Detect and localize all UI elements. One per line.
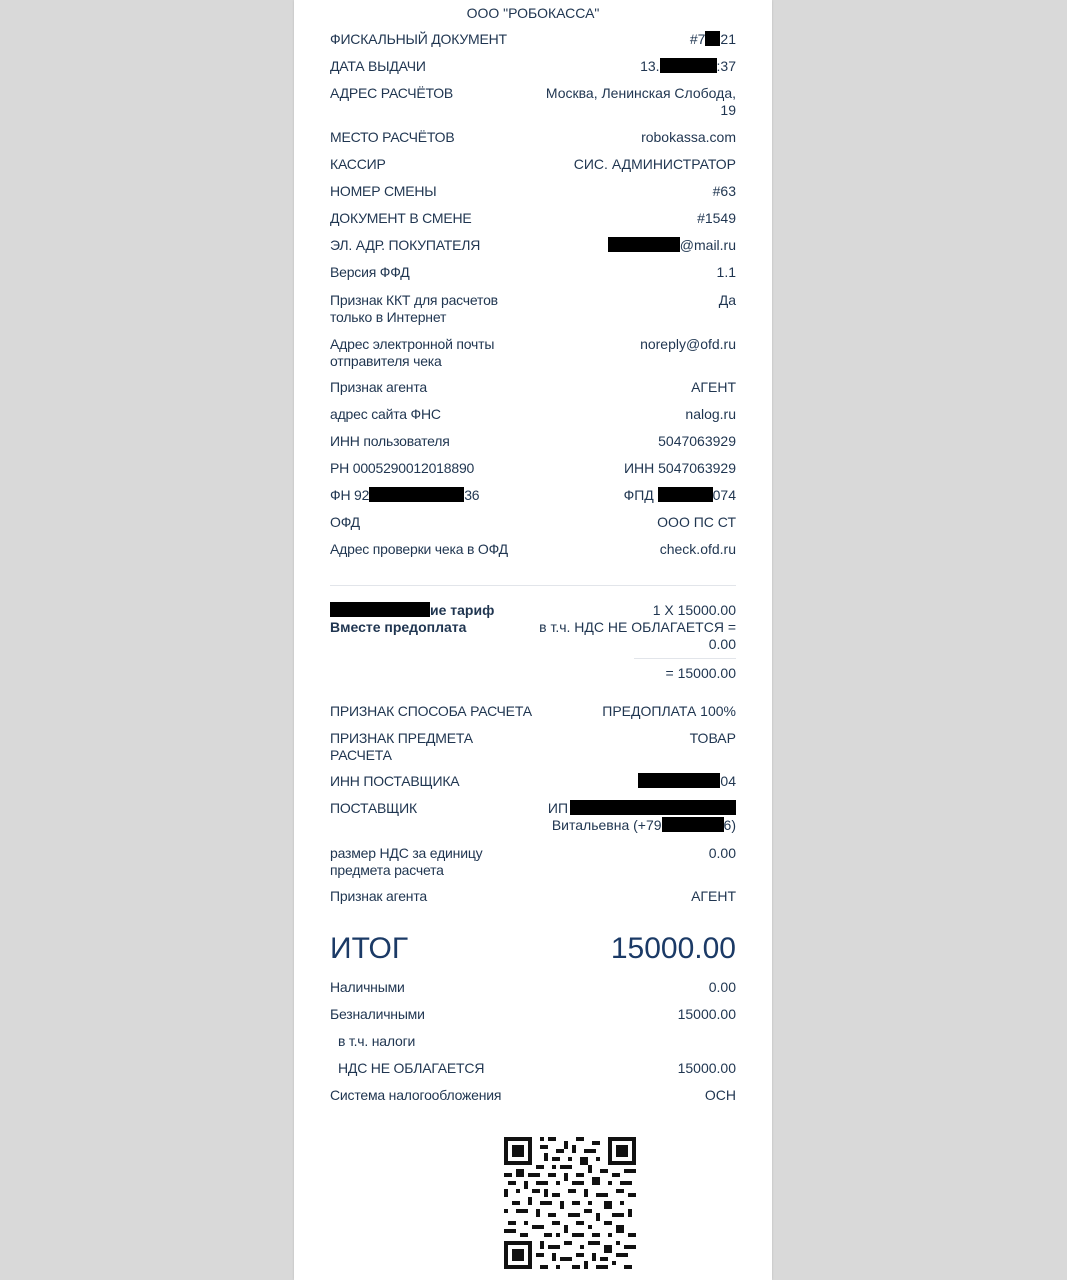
subject-value: ТОВАР: [689, 730, 736, 746]
row-ofd: [330, 514, 736, 531]
issue-date-prefix: 13.: [640, 58, 660, 74]
supplier-inn-label: ИНН ПОСТАВЩИКА: [330, 773, 460, 789]
row-doc-in-shift: [330, 210, 736, 227]
row-issue-date: [330, 58, 736, 75]
agent-label: Признак агента: [330, 379, 427, 395]
redaction-block: [662, 817, 724, 832]
fiscal-document-suffix: 21: [720, 31, 736, 47]
tax-system-value: ОСН: [704, 1087, 736, 1103]
place-label: МЕСТО РАСЧЁТОВ: [330, 129, 455, 145]
cashier-label: КАССИР: [330, 156, 386, 172]
shift-label: НОМЕР СМЕНЫ: [330, 183, 437, 199]
row-fiscal-document: [330, 31, 736, 48]
buyer-email-value: [608, 237, 736, 254]
cash-value: 0.00: [708, 979, 736, 995]
agent-label: Признак агента: [330, 888, 427, 904]
row-place: [330, 129, 736, 146]
supplier-prefix: ИП: [547, 800, 568, 816]
issue-date-value: [640, 58, 736, 75]
row-shift: [330, 183, 736, 200]
row-address: [330, 85, 736, 119]
redaction-block: [570, 800, 736, 815]
agent-value: АГЕНТ: [691, 379, 736, 395]
buyer-email-label: ЭЛ. АДР. ПОКУПАТЕЛЯ: [330, 237, 481, 253]
supplier-phone-suffix: 6): [723, 817, 736, 833]
vat-free-value: 15000.00: [677, 1060, 736, 1076]
supplier-inn-value: [638, 773, 736, 790]
payment-method-label: ПРИЗНАК СПОСОБА РАСЧЕТА: [330, 703, 532, 719]
vat-unit-value: 0.00: [708, 845, 736, 861]
row-payment-method: [330, 703, 736, 720]
fiscal-document-label: ФИСКАЛЬНЫЙ ДОКУМЕНТ: [330, 31, 507, 47]
ffd-label: Версия ФФД: [330, 264, 410, 280]
row-sender-email: [330, 336, 736, 370]
item-name-suffix: ие тариф: [430, 602, 495, 618]
user-inn-value: 5047063929: [658, 433, 736, 449]
receipt-paper: [294, 0, 772, 1280]
rn-label: РН 0005290012018890: [330, 460, 475, 476]
total-row: [330, 931, 736, 967]
row-cashless: [330, 1006, 736, 1023]
buyer-email-domain: @mail.ru: [679, 237, 736, 253]
row-supplier: [330, 800, 736, 834]
redaction-block: [330, 602, 430, 617]
doc-in-shift-value: #1549: [697, 210, 736, 226]
row-ofd-check: [330, 541, 736, 558]
item-name-line1: [330, 602, 540, 619]
total-label: ИТОГ: [330, 932, 409, 965]
row-ffd: [330, 264, 736, 281]
shift-value: #63: [712, 183, 736, 199]
issue-date-suffix: :37: [716, 58, 736, 74]
redaction-block: [369, 487, 464, 502]
row-agent-2: [330, 888, 736, 905]
item-qty-price: 1 X 15000.00: [652, 602, 736, 618]
row-rn: [330, 460, 736, 477]
place-value: robokassa.com: [641, 129, 736, 145]
doc-in-shift-label: ДОКУМЕНТ В СМЕНЕ: [330, 210, 472, 226]
row-tax-system: [330, 1087, 736, 1104]
fpd-value: [624, 487, 736, 504]
supplier-phone-prefix: Витальевна (+79: [551, 817, 662, 833]
supplier-inn-suffix: 04: [720, 773, 736, 789]
subject-label: ПРИЗНАК ПРЕДМЕТА РАСЧЕТА: [330, 730, 473, 763]
supplier-line2: [548, 817, 736, 834]
fns-site-value: nalog.ru: [685, 406, 736, 422]
row-fns-site: [330, 406, 736, 423]
address-value: Москва, Ленинская Слобода, 19: [545, 85, 736, 118]
agent-value: АГЕНТ: [691, 888, 736, 904]
total-value: 15000.00: [610, 932, 736, 965]
tax-system-label: Система налогообложения: [330, 1087, 502, 1103]
item-name-line2: Вместе предоплата: [330, 619, 467, 635]
fpd-suffix: 074: [712, 487, 736, 503]
item-pricing: [536, 602, 736, 653]
row-user-inn: [330, 433, 736, 450]
fpd-prefix: ФПД: [623, 487, 658, 503]
fns-site-label: адрес сайта ФНС: [330, 406, 441, 422]
redaction-block: [638, 773, 720, 788]
ffd-value: 1.1: [716, 264, 736, 280]
row-supplier-inn: [330, 773, 736, 790]
sender-email-label: Адрес электронной почты отправителя чека: [330, 336, 495, 369]
issue-date-label: ДАТА ВЫДАЧИ: [330, 58, 426, 74]
item-vat-line: в т.ч. НДС НЕ ОБЛАГАЕТСЯ =: [539, 619, 736, 635]
cashier-value: СИС. АДМИНИСТРАТОР: [573, 156, 736, 172]
row-kkt-internet: [330, 292, 736, 326]
row-vat-unit: [330, 845, 736, 879]
redaction-block: [705, 31, 720, 46]
row-subject: [330, 730, 736, 764]
user-inn-label: ИНН пользователя: [330, 433, 450, 449]
kkt-internet-value: Да: [718, 292, 736, 308]
fiscal-document-value: [690, 31, 736, 48]
supplier-line1: [548, 800, 736, 817]
cashless-value: 15000.00: [677, 1006, 736, 1022]
ofd-check-value: check.ofd.ru: [659, 541, 736, 557]
fiscal-document-prefix: #7: [689, 31, 706, 47]
item-sum-divider: [634, 658, 736, 659]
row-agent-1: [330, 379, 736, 396]
row-fn: [330, 487, 736, 504]
company-name: ООО "РОБОКАССА": [466, 5, 600, 21]
redaction-block: [660, 58, 717, 73]
fn-suffix: 36: [464, 487, 480, 503]
redaction-block: [608, 237, 680, 252]
row-cashier: [330, 156, 736, 173]
supplier-value: [548, 800, 736, 834]
item-name: [330, 602, 540, 636]
qr-code-icon: [504, 1137, 636, 1269]
cash-label: Наличными: [330, 979, 405, 995]
vat-free-label: НДС НЕ ОБЛАГАЕТСЯ: [338, 1060, 485, 1076]
row-taxes: [330, 1033, 736, 1050]
ofd-value: ООО ПС СТ: [657, 514, 736, 530]
redaction-block: [658, 487, 713, 502]
vat-unit-label: размер НДС за единицу предмета расчета: [330, 845, 483, 878]
row-vat-free: [330, 1060, 736, 1077]
payment-method-value: ПРЕДОПЛАТА 100%: [602, 703, 736, 719]
taxes-label: в т.ч. налоги: [338, 1033, 416, 1049]
section-divider: [330, 585, 736, 586]
sender-email-value: noreply@ofd.ru: [640, 336, 736, 352]
fn-prefix: ФН 92: [330, 487, 370, 503]
fn-label: [330, 487, 479, 504]
cashless-label: Безналичными: [330, 1006, 425, 1022]
kkt-internet-label: Признак ККТ для расчетов только в Интернет: [330, 292, 498, 325]
rn-value: ИНН 5047063929: [623, 460, 736, 476]
address-label: АДРЕС РАСЧЁТОВ: [330, 85, 454, 101]
ofd-label: ОФД: [330, 514, 360, 530]
supplier-label: ПОСТАВЩИК: [330, 800, 417, 816]
item-vat-value: 0.00: [708, 636, 736, 652]
row-cash: [330, 979, 736, 996]
ofd-check-label: Адрес проверки чека в ОФД: [330, 541, 508, 557]
item-sum: = 15000.00: [665, 665, 736, 681]
row-buyer-email: [330, 237, 736, 254]
